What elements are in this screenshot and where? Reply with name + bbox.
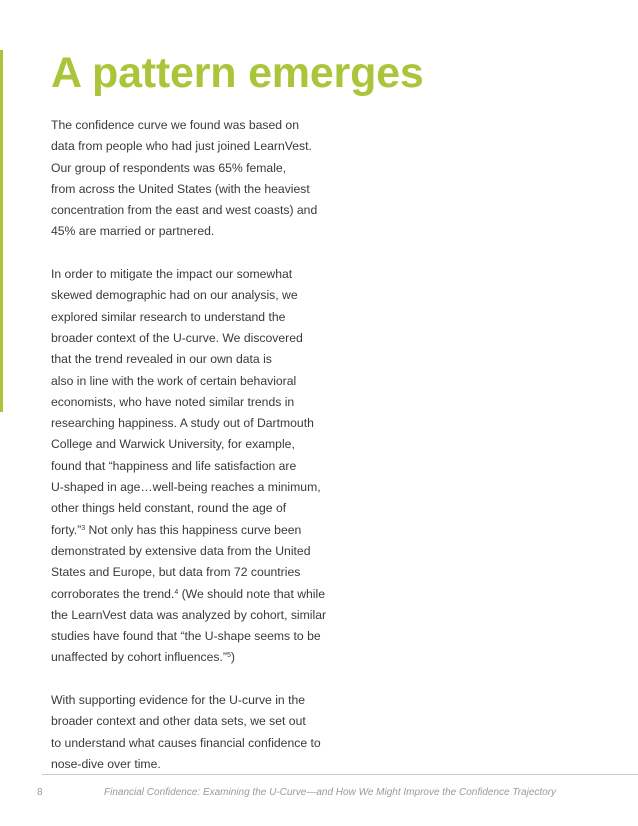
accent-bar — [0, 50, 3, 412]
text-line: to understand what causes financial confidence to — [51, 735, 321, 750]
text-line: U-shaped in age…well-being reaches a minimum, — [51, 480, 321, 495]
text-line — [51, 584, 351, 605]
text-run: ) — [230, 650, 235, 665]
page-number: 8 — [37, 787, 43, 798]
text-line: Our group of respondents was 65% female, — [51, 160, 287, 175]
text-run: corroborates the trend. — [51, 586, 175, 601]
text-run: Not only has this happiness curve been — [85, 522, 302, 537]
text-line: concentration from the east and west coasts) and — [51, 203, 318, 218]
text-line: data from people who had just joined LearnVest. — [51, 139, 312, 154]
text-line: also in line with the work of certain behavioral — [51, 373, 297, 388]
text-line: The confidence curve we found was based on — [51, 118, 299, 132]
text-line: economists, who have noted similar trends in — [51, 394, 295, 409]
text-line: With supporting evidence for the U-curve in the — [51, 693, 306, 708]
footnote-marker-5: 5 — [226, 652, 231, 660]
body-text — [51, 115, 351, 797]
text-line: broader context of the U-curve. We discovered — [51, 330, 303, 345]
text-line: nose-dive over time. — [51, 756, 161, 771]
text-line: other things held constant, round the age of — [51, 501, 287, 516]
text-line: College and Warwick University, for example, — [51, 437, 295, 452]
text-line: demonstrated by extensive data from the United — [51, 543, 311, 558]
paragraph-2 — [51, 264, 351, 669]
text-line: that the trend revealed in our own data is — [51, 352, 272, 367]
footnote-marker-3: 3 — [81, 524, 86, 532]
text-run: forty.” — [51, 522, 82, 537]
page-title: A pattern emerges — [51, 49, 424, 97]
footer-divider — [42, 774, 638, 775]
text-run: (We should note that while — [178, 586, 326, 601]
footer-running-title: Financial Confidence: Examining the U-Curve—and How We Might Improve the Confidence Trajectory — [104, 787, 557, 798]
text-line: broader context and other data sets, we set out — [51, 714, 306, 729]
text-run: unaffected by cohort influences.” — [51, 650, 227, 665]
text-line: found that “happiness and life satisfaction are — [51, 458, 297, 473]
paragraph-3 — [51, 690, 351, 775]
footnote-marker-4: 4 — [174, 588, 179, 596]
text-line: from across the United States (with the heaviest — [51, 181, 310, 196]
text-line: explored similar research to understand the — [51, 309, 286, 324]
text-line: the LearnVest data was analyzed by cohort, similar — [51, 607, 327, 622]
text-line: In order to mitigate the impact our somewhat — [51, 267, 293, 282]
text-line: researching happiness. A study out of Dartmouth — [51, 416, 314, 431]
text-line — [51, 520, 351, 541]
text-line: studies have found that “the U-shape seems to be — [51, 629, 321, 644]
text-line: skewed demographic had on our analysis, we — [51, 288, 298, 303]
text-line: 45% are married or partnered. — [51, 224, 215, 239]
paragraph-1 — [51, 115, 351, 243]
text-line — [51, 647, 351, 668]
text-line: States and Europe, but data from 72 countries — [51, 565, 301, 580]
